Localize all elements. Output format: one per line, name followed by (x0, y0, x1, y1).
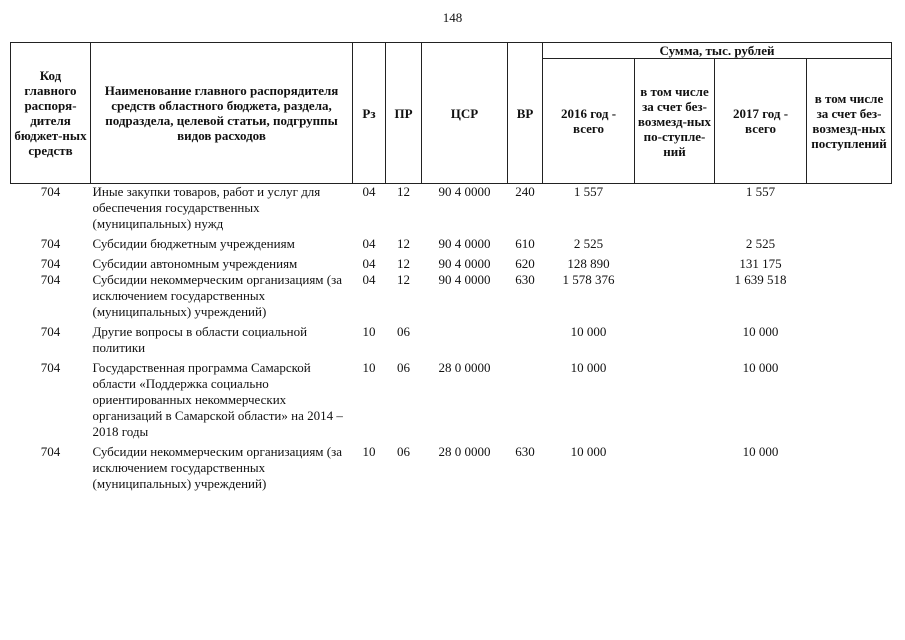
cell-code: 704 (40, 256, 61, 271)
cell-csr: 90 4 0000 (438, 184, 491, 199)
header-2016-total: 2016 год - всего (543, 59, 635, 184)
header-2017-free: в том числе за счет без-возмезд-ных поступлений (807, 59, 892, 184)
cell-2017-free (807, 252, 892, 272)
cell-name: Субсидии бюджетным учреждениям (92, 236, 295, 251)
cell-2017: 10 000 (742, 444, 779, 459)
cell-2017-free (807, 272, 892, 320)
cell-pr: 12 (397, 272, 410, 287)
cell-vr: 620 (515, 256, 535, 271)
cell-2017: 1 557 (745, 184, 776, 199)
cell-vr: 610 (515, 236, 535, 251)
cell-2017: 10 000 (742, 324, 779, 339)
cell-csr: 28 0 0000 (438, 444, 491, 459)
header-rz: Рз (353, 43, 386, 184)
cell-code: 704 (40, 236, 61, 251)
cell-2016-free (635, 184, 715, 233)
cell-2016: 10 000 (570, 360, 607, 375)
cell-csr: 90 4 0000 (438, 256, 491, 271)
header-2017-total: 2017 год - всего (715, 59, 807, 184)
header-2016-free: в том числе за счет без-возмезд-ных по-ступле-ний (635, 59, 715, 184)
cell-name: Государственная программа Самарской области «Поддержка социально ориентированных некоммерческих организаций в Самарской области» на 2014 – 2018 годы (92, 360, 343, 439)
table-row (11, 252, 892, 272)
cell-2017-free (807, 356, 892, 440)
cell-2016-free (635, 252, 715, 272)
cell-2016-free (635, 440, 715, 492)
table-row (11, 232, 892, 252)
cell-csr: 90 4 0000 (438, 236, 491, 251)
cell-2017-free (807, 320, 892, 356)
cell-code: 704 (40, 272, 61, 287)
cell-name: Субсидии некоммерческим организациям (за исключением государственных (муниципальных) учреждений) (92, 272, 343, 319)
cell-2017-free (807, 184, 892, 233)
cell-vr: 630 (515, 444, 535, 459)
cell-name: Иные закупки товаров, работ и услуг для обеспечения государственных (муниципальных) нужд (92, 184, 321, 231)
header-code: Код главного распоря-дителя бюджет-ных средств (11, 43, 91, 184)
cell-rz: 04 (362, 272, 376, 287)
cell-csr: 28 0 0000 (438, 360, 491, 375)
cell-vr (508, 320, 543, 356)
cell-csr: 90 4 0000 (438, 272, 491, 287)
cell-rz: 04 (362, 184, 376, 199)
cell-code: 704 (40, 444, 61, 459)
cell-2016: 2 525 (573, 236, 604, 251)
cell-2016-free (635, 272, 715, 320)
table-row (11, 440, 892, 492)
cell-code: 704 (40, 360, 61, 375)
cell-rz: 04 (362, 236, 376, 251)
header-vr: ВР (508, 43, 543, 184)
cell-2017: 2 525 (745, 236, 776, 251)
cell-rz: 10 (362, 444, 376, 459)
cell-vr: 630 (515, 272, 535, 287)
cell-2016: 10 000 (570, 444, 607, 459)
table-row (11, 356, 892, 440)
cell-pr: 12 (397, 184, 410, 199)
cell-name: Другие вопросы в области социальной политики (92, 324, 308, 355)
header-name: Наименование главного распорядителя средств областного бюджета, раздела, подраздела, целевой статьи, подгруппы видов расходов (91, 43, 353, 184)
cell-2017: 1 639 518 (734, 272, 787, 287)
header-csr: ЦСР (422, 43, 508, 184)
cell-pr: 12 (397, 256, 410, 271)
cell-2016: 128 890 (567, 256, 610, 271)
cell-csr (422, 320, 508, 356)
cell-vr: 240 (515, 184, 535, 199)
budget-table (10, 42, 892, 492)
cell-code: 704 (40, 324, 61, 339)
cell-pr: 06 (397, 444, 410, 459)
page-number: 148 (442, 10, 463, 25)
cell-2017-free (807, 440, 892, 492)
cell-name: Субсидии автономным учреждениям (92, 256, 298, 271)
cell-2016: 1 578 376 (562, 272, 615, 287)
cell-2016: 1 557 (573, 184, 604, 199)
table-row (11, 272, 892, 320)
cell-vr (508, 356, 543, 440)
cell-name: Субсидии некоммерческим организациям (за исключением государственных (муниципальных) учреждений) (92, 444, 343, 491)
cell-pr: 06 (397, 324, 410, 339)
cell-2016-free (635, 356, 715, 440)
cell-2016-free (635, 320, 715, 356)
cell-pr: 06 (397, 360, 410, 375)
table-row (11, 320, 892, 356)
cell-2017: 131 175 (739, 256, 782, 271)
cell-pr: 12 (397, 236, 410, 251)
cell-rz: 10 (362, 324, 376, 339)
header-pr: ПР (386, 43, 422, 184)
cell-rz: 04 (362, 256, 376, 271)
table-row (11, 184, 892, 233)
cell-2016-free (635, 232, 715, 252)
cell-2016: 10 000 (570, 324, 607, 339)
cell-2017: 10 000 (742, 360, 779, 375)
header-sum-group: Сумма, тыс. рублей (543, 43, 892, 59)
cell-rz: 10 (362, 360, 376, 375)
cell-code: 704 (40, 184, 61, 199)
cell-2017-free (807, 232, 892, 252)
